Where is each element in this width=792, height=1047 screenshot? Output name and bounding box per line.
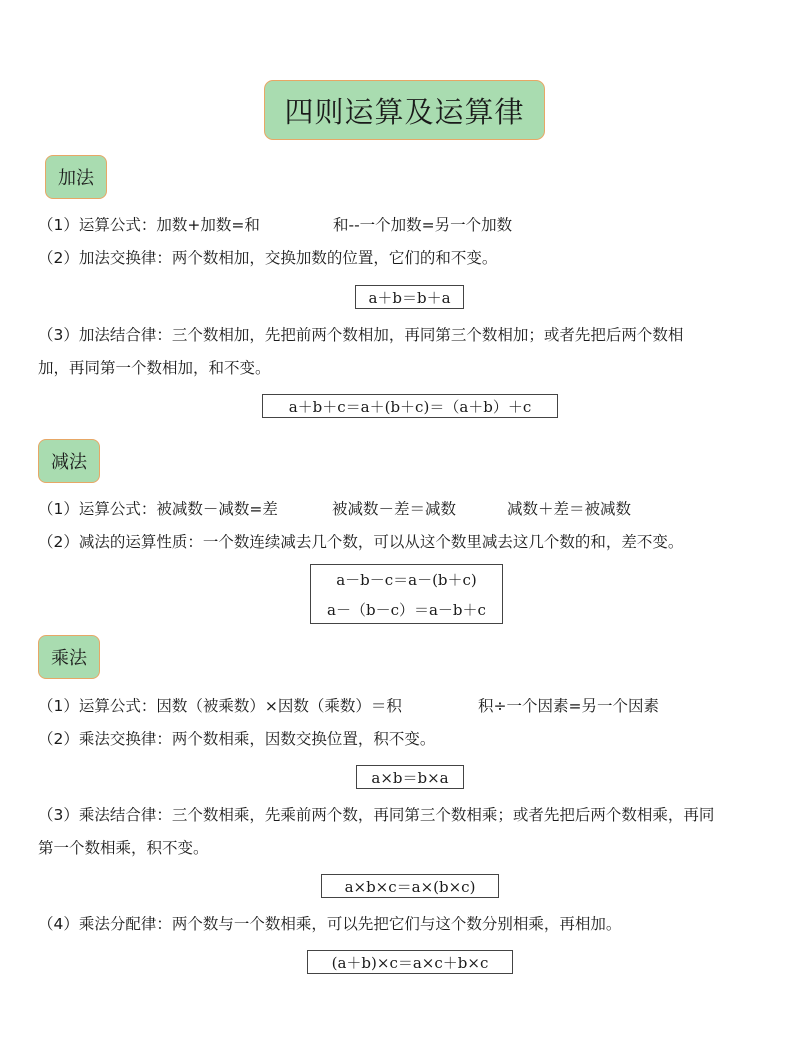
- addition-associative-text-1: （3）加法结合律：三个数相加，先把前两个数相加，再同第三个数相加；或者先把后两个数相: [38, 326, 684, 344]
- addition-commutative-formula: a＋b＝b＋a: [355, 285, 464, 309]
- multiplication-commutative-formula: a×b＝b×a: [356, 765, 464, 789]
- multiplication-associative-text-1: （3）乘法结合律：三个数相乘，先乘前两个数，再同第三个数相乘；或者先把后两个数相乘，再同: [38, 806, 715, 824]
- multiplication-formula-a: （1）运算公式：因数（被乘数）×因数（乘数）＝积: [38, 697, 402, 715]
- section-tag-multiplication: 乘法: [38, 635, 100, 679]
- addition-commutative-text: （2）加法交换律：两个数相加，交换加数的位置，它们的和不变。: [38, 249, 498, 267]
- subtraction-property-formula: [310, 564, 503, 624]
- addition-formula-line: [38, 215, 260, 235]
- addition-inverse-line: [333, 215, 512, 235]
- addition-associative-formula: a＋b＋c＝a＋(b＋c)＝（a＋b）＋c: [262, 394, 558, 418]
- multiplication-distributive-text: （4）乘法分配律：两个数与一个数相乘，可以先把它们与这个数分别相乘，再相加。: [38, 915, 622, 933]
- subtraction-property-text: （2）减法的运算性质：一个数连续减去几个数，可以从这个数里减去这几个数的和，差不变。: [38, 533, 684, 551]
- section-tag-subtraction: 减法: [38, 439, 100, 483]
- subtraction-formula-c: 减数＋差＝被减数: [507, 500, 632, 518]
- multiplication-commutative-text: （2）乘法交换律：两个数相乘，因数交换位置，积不变。: [38, 730, 436, 748]
- subtraction-formula-b: 被减数－差＝减数: [332, 500, 457, 518]
- multiplication-associative-formula: a×b×c＝a×(b×c): [321, 874, 499, 898]
- multiplication-formula-b: 积÷一个因素=另一个因素: [478, 697, 659, 715]
- addition-formula-text: （1）运算公式：加数+加数=和: [38, 216, 260, 234]
- addition-inverse-text: 和--一个加数=另一个加数: [333, 216, 513, 234]
- multiplication-associative-text-2: 第一个数相乘，积不变。: [38, 839, 209, 857]
- addition-associative-text-2: 加，再同第一个数相加，和不变。: [38, 359, 271, 377]
- section-tag-addition: 加法: [45, 155, 107, 199]
- subtraction-formula-line-1: a－b－c＝a－(b＋c): [336, 571, 477, 589]
- subtraction-formula-line-2: a－（b－c）＝a－b＋c: [327, 601, 486, 619]
- page-title: 四则运算及运算律: [264, 80, 545, 140]
- subtraction-formula-a: （1）运算公式：被减数－减数=差: [38, 500, 278, 518]
- multiplication-distributive-formula: (a＋b)×c＝a×c＋b×c: [307, 950, 513, 974]
